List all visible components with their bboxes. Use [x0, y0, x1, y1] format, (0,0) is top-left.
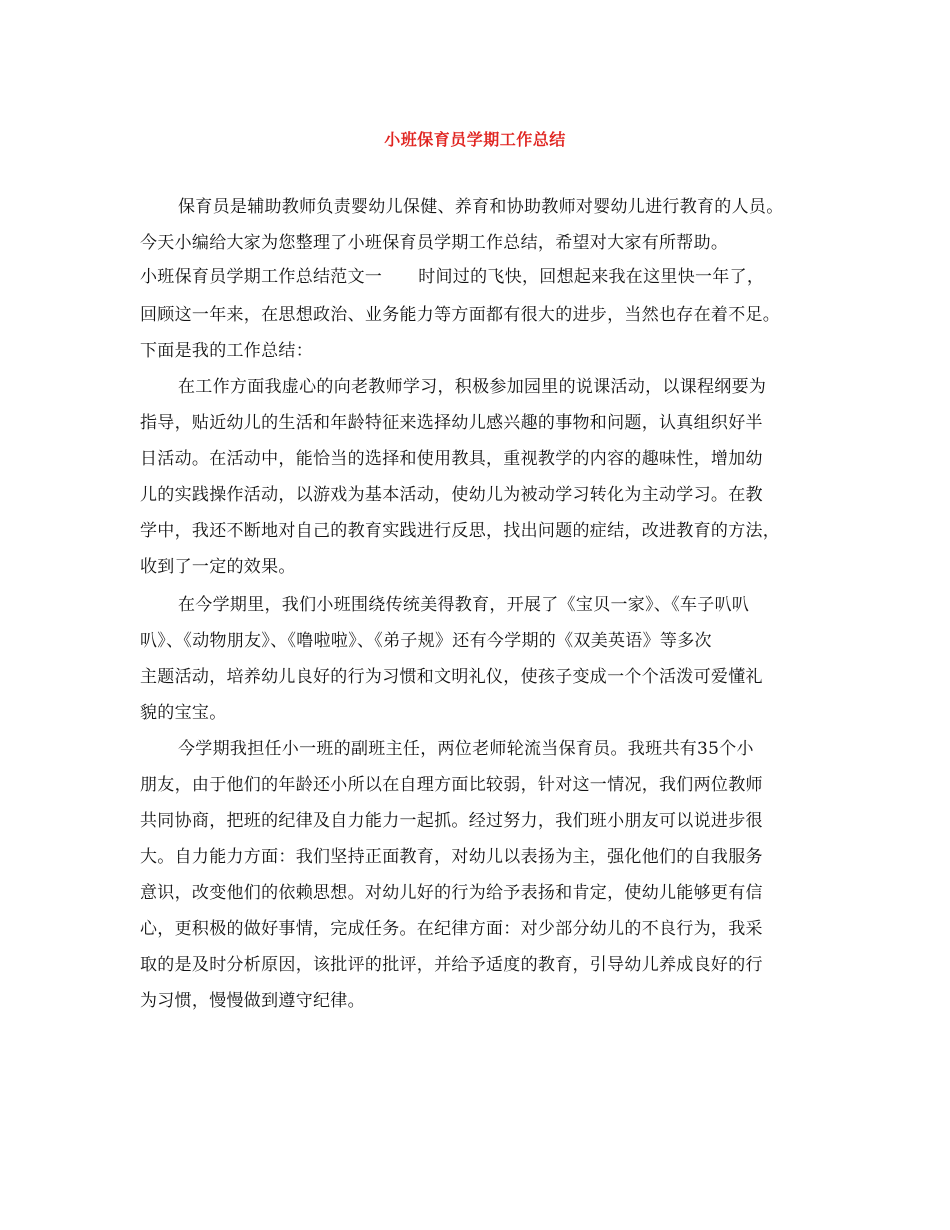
text-line: 心，更积极的做好事情，完成任务。在纪律方面：对少部分幼儿的不良行为，我采: [140, 919, 763, 939]
text-line: 共同协商，把班的纪律及自力能力一起抓。经过努力，我们班小朋友可以说进步很: [140, 811, 763, 831]
text-line: 今学期我担任小一班的副班主任，两位老师轮流当保育员。我班共有35个小: [178, 739, 754, 759]
text-line: 取的是及时分析原因，该批评的批评，并给予适度的教育，引导幼儿养成良好的行: [140, 955, 763, 975]
text-line: 下面是我的工作总结：: [140, 341, 313, 361]
text-line: 学中，我还不断地对自己的教育实践进行反思，找出问题的症结，改进教育的方法，: [140, 521, 781, 541]
text-line: 日活动。在活动中，能恰当的选择和使用教具，重视教学的内容的趣味性，增加幼: [140, 449, 763, 469]
text-line: 指导，贴近幼儿的生活和年龄特征来选择幼儿感兴趣的事物和问题，认真组织好半: [140, 413, 763, 433]
text-line: 今天小编给大家为您整理了小班保育员学期工作总结，希望对大家有所帮助。: [140, 233, 729, 253]
text-line: 主题活动，培养幼儿良好的行为习惯和文明礼仪，使孩子变成一个个活泼可爱懂礼: [140, 667, 763, 687]
text-line: 叭》、《动物朋友》、《噜啦啦》、《弟子规》还有今学期的《双美英语》等多次: [140, 631, 712, 651]
text-line: 儿的实践操作活动，以游戏为基本活动，使幼儿为被动学习转化为主动学习。在教: [140, 485, 763, 505]
text-line-composite: [140, 267, 764, 287]
text-line: 为习惯，慢慢做到遵守纪律。: [140, 991, 365, 1011]
text-line: 在工作方面我虚心的向老教师学习，积极参加园里的说课活动，以课程纲要为: [178, 377, 767, 397]
text-line: 大。自力能力方面：我们坚持正面教育，对幼儿以表扬为主，强化他们的自我服务: [140, 847, 763, 867]
text-line: 保育员是辅助教师负责婴幼儿保健、养育和协助教师对婴幼儿进行教育的人员。: [178, 197, 784, 217]
text-line: 回顾这一年来，在思想政治、业务能力等方面都有很大的进步，当然也存在着不足。: [140, 305, 781, 325]
text-line: 貌的宝宝。: [140, 703, 227, 723]
text-line: 在今学期里，我们小班围绕传统美得教育，开展了《宝贝一家》、《车子叭叭: [178, 595, 750, 615]
text-line: 意识，改变他们的依赖思想。对幼儿好的行为给予表扬和肯定，使幼儿能够更有信: [140, 883, 763, 903]
text-fragment: 时间过的飞快，回想起来我在这里快一年了，: [418, 267, 765, 287]
section-heading: 小班保育员学期工作总结范文一: [140, 267, 383, 287]
text-line: 收到了一定的效果。: [140, 557, 296, 577]
text-line: 朋友，由于他们的年龄还小所以在自理方面比较弱，针对这一情况，我们两位教师: [140, 775, 763, 795]
document-title: 小班保育员学期工作总结: [384, 130, 566, 149]
